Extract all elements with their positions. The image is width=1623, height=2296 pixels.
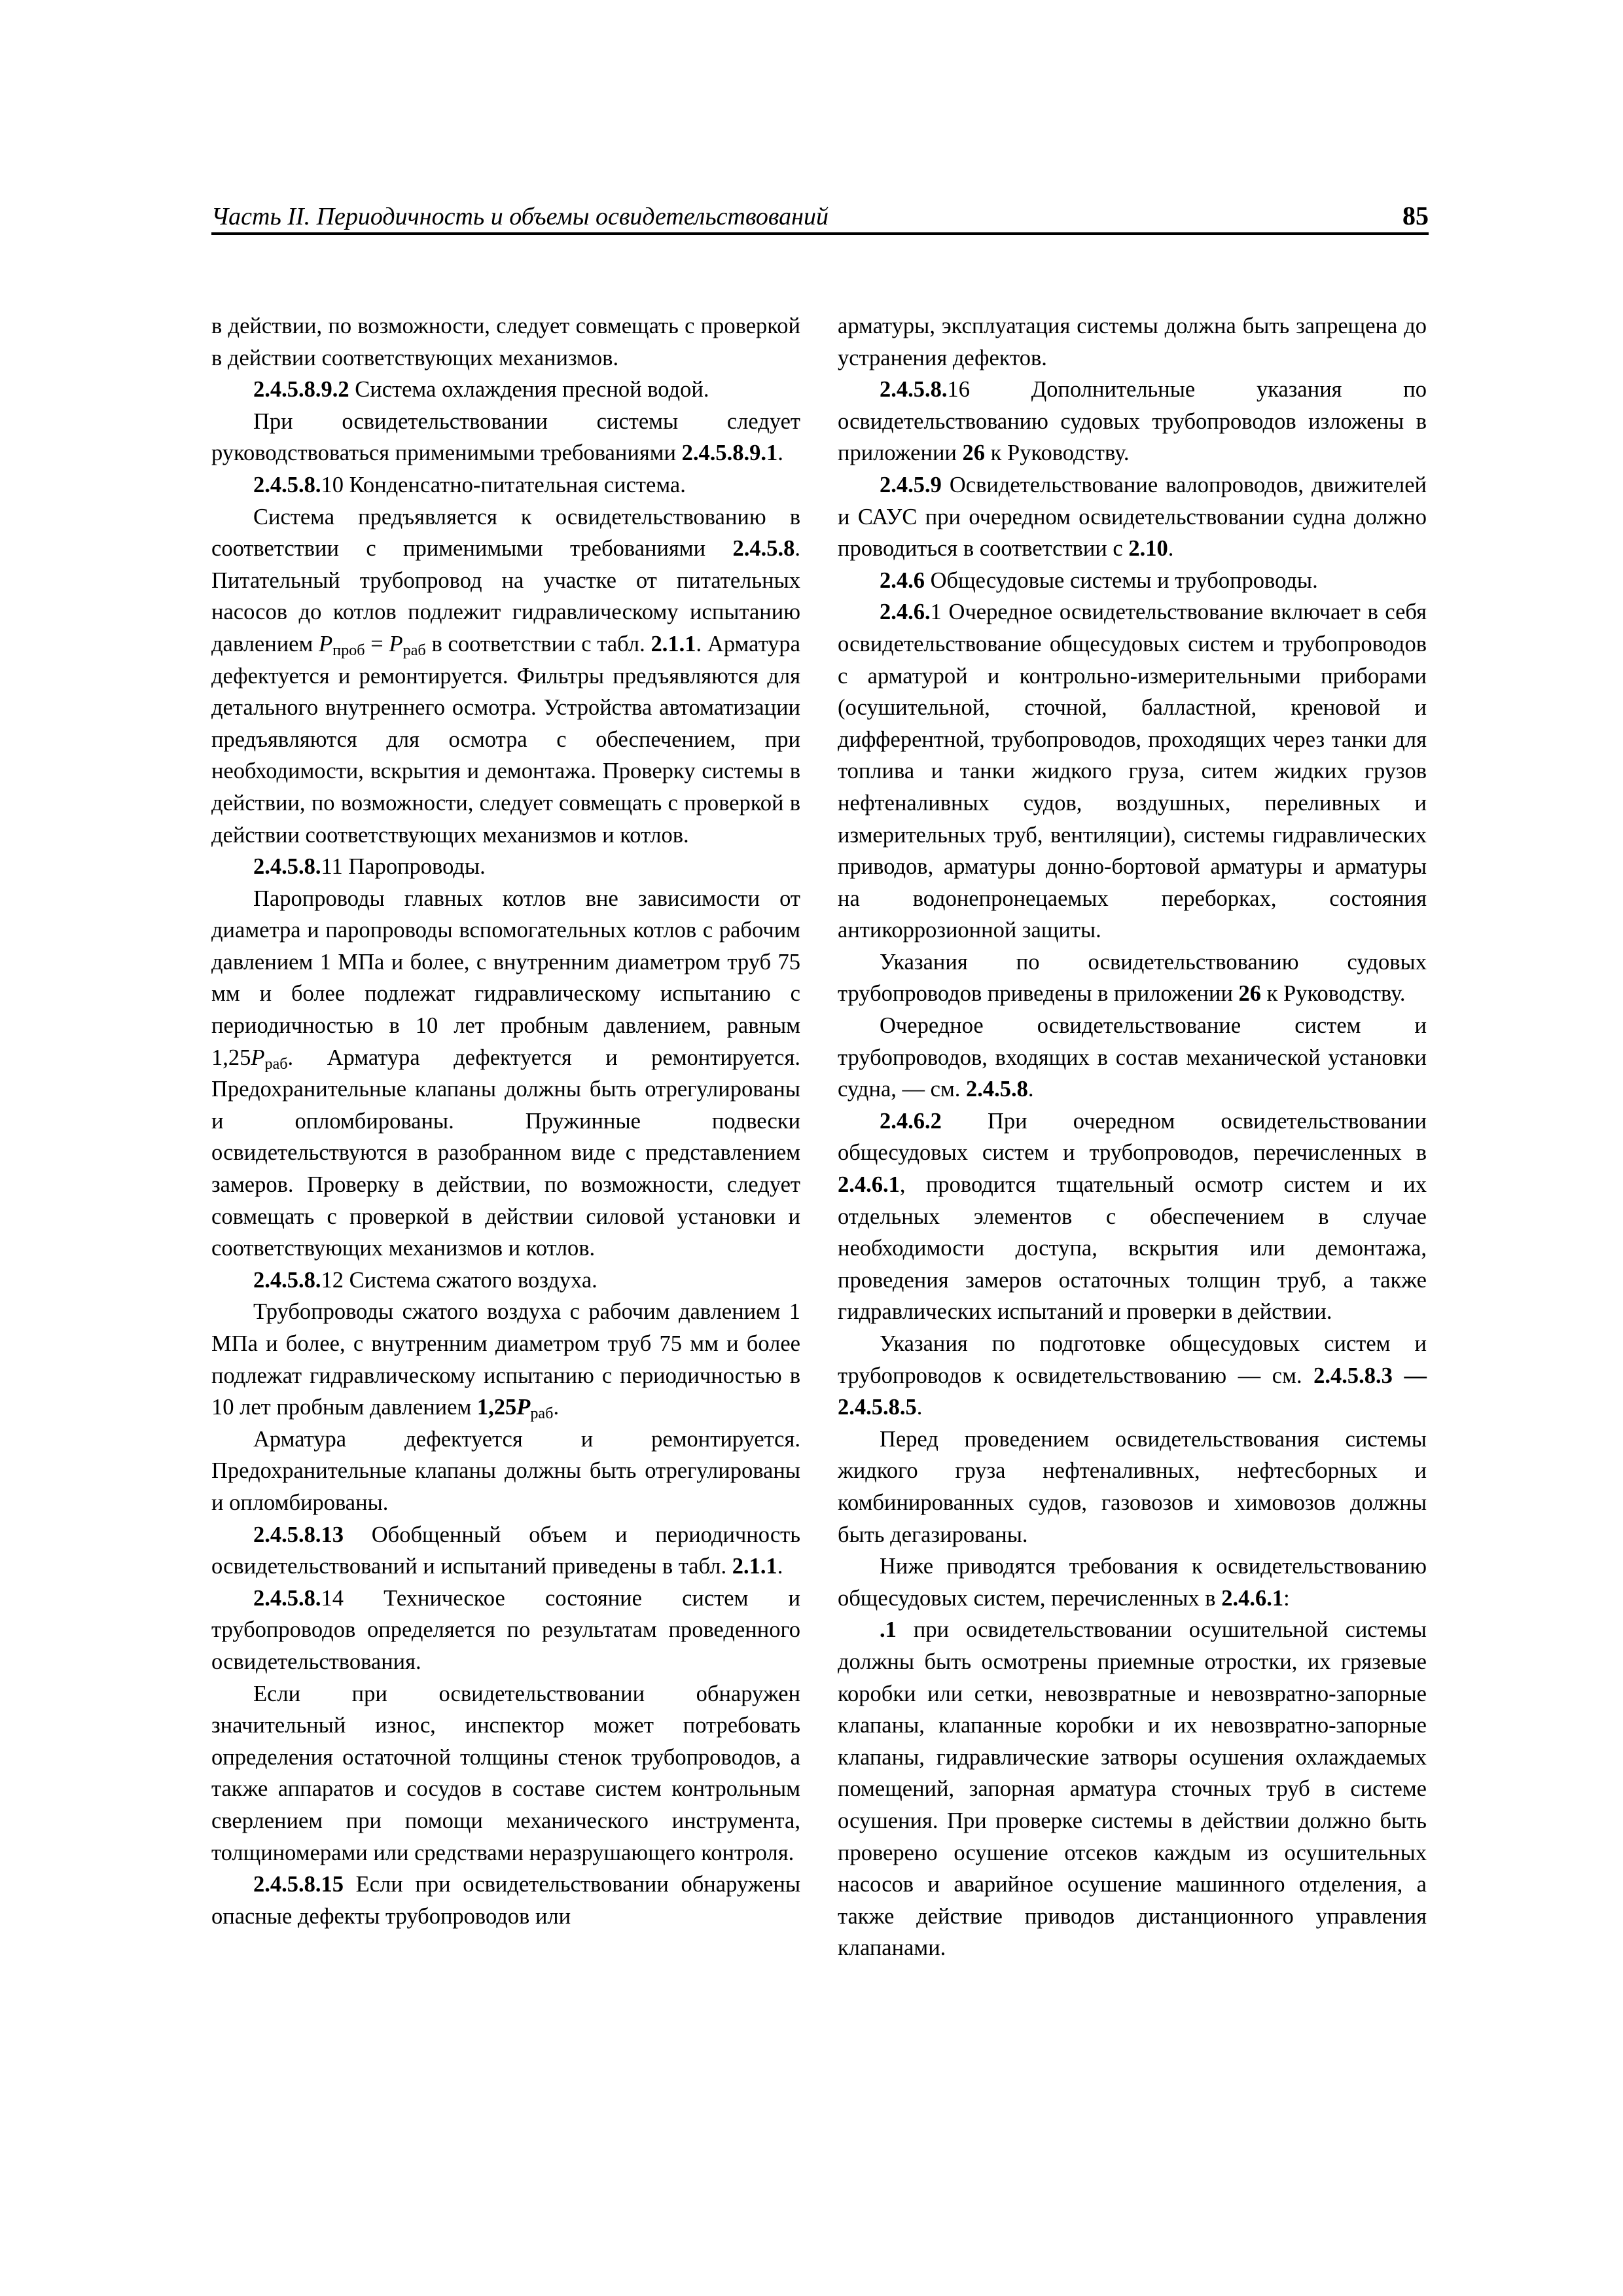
paragraph: 2.4.6.2 При очередном освидетельствовании общесудовых систем и трубопроводов, перечисленных в 2.4.6.1, проводится тщательный осмотр систем и их отдельных элементов с обеспечением в случае необходимости доступа, вскрытия или демонтажа, проведения замеров остаточных толщин труб, а также гидравлических испытаний и проверки в действии. bbox=[838, 1108, 1427, 1325]
left-column bbox=[211, 310, 800, 1932]
paragraph: 2.4.6.1 Очередное освидетельствование включает в себя освидетельствование общесудовых систем и трубопроводов с арматурой и контрольно-измерительными приборами (осушительной, сточной, балластной, креновой и дифферентной, трубопроводов, проходящих через танки для топлива и танки жидкого груза, ситем жидких грузов нефтеналивных судов, воздушных, переливных и измерительных труб, вентиляции), системы гидравлических приводов, арматуры донно-бортовой арматуры и арматуры на водонепронецаемых переборках, состояния антикоррозионной защиты. bbox=[838, 600, 1427, 943]
paragraph: Очередное освидетельствование систем и трубопроводов, входящих в состав механической установки судна, — см. 2.4.5.8. bbox=[838, 1013, 1427, 1102]
section-number: 2.4.6. bbox=[880, 600, 931, 625]
paragraph: .1 при освидетельствовании осушительной системы должны быть осмотрены приемные отростки, их грязевые коробки или сетки, невозвратные и невозвратно-запорные клапаны, клапанные коробки и их невозвратно-запорные клапаны, гидравлические затворы осушения охлаждаемых помещений, запорная арматура сточных труб в системе осушения. При проверке системы в действии должно быть проверено осушение отсеков каждым из осушительных насосов и аварийное осушение машинного отделения, а также действие приводов дистанционного управления клапанами. bbox=[838, 1617, 1427, 1961]
paragraph: Арматура дефектуется и ремонтируется. Предохранительные клапаны должны быть отрегулированы и опломбированы. bbox=[211, 1426, 800, 1515]
paragraph: 2.4.5.8.15 Если при освидетельствовании обнаружены опасные дефекты трубопроводов или bbox=[211, 1872, 800, 1929]
paragraph: в действии, по возможности, следует совмещать с проверкой в действии соответствующих механизмов. bbox=[211, 314, 800, 370]
section-number: 2.4.5.8. bbox=[253, 1267, 321, 1293]
section-number: 2.4.5.8. bbox=[253, 854, 321, 880]
paragraph: 2.4.5.8.9.2 Система охлаждения пресной водой. bbox=[253, 377, 709, 403]
paragraph: 2.4.5.8.12 Система сжатого воздуха. bbox=[253, 1267, 597, 1293]
paragraph: 2.4.5.8.10 Конденсатно-питательная система. bbox=[253, 472, 686, 497]
list-marker: .1 bbox=[880, 1617, 897, 1643]
paragraph: Перед проведением освидетельствования системы жидкого груза нефтеналивных, нефтесборных и комбинированных судов, газовозов и химовозов должны быть дегазированы. bbox=[838, 1426, 1427, 1547]
paragraph: Паропроводы главных котлов вне зависимости от диаметра и паропроводы вспомогательных котлов с рабочим давлением 1 МПа и более, с внутренним диаметром труб 75 мм и более подлежат гидравлическому испытанию с периодичностью в 10 лет пробным давлением, равным $1,25P_{раб}$. Арматура дефектуется и ремонтируется. Предохранительные клапаны должны быть отрегулированы и опломбированы. Пружинные подвески освидетельствуются в разобранном виде с представлением замеров. Проверку в действии, по возможности, следует совмещать с проверкой в действии силовой установки и соответствующих механизмов и котлов. bbox=[211, 886, 800, 1261]
paragraph: 2.4.5.8.11 Паропроводы. bbox=[253, 854, 486, 880]
paragraph: 2.4.5.8.13 Обобщенный объем и периодичность освидетельствований и испытаний приведены в табл. 2.1.1. bbox=[211, 1522, 800, 1579]
section-number: 2.4.5.8.13 bbox=[253, 1522, 344, 1547]
paragraph: Ниже приводятся требования к освидетельствованию общесудовых систем, перечисленных в 2.4.6.1: bbox=[838, 1554, 1427, 1611]
running-header-title: Часть II. Периодичность и объемы освидетельствований bbox=[211, 203, 829, 230]
header-rule bbox=[211, 232, 1429, 235]
page-number: 85 bbox=[1402, 201, 1429, 230]
section-number: 2.4.5.8.9.2 bbox=[253, 377, 349, 403]
section-number: 2.4.5.8.15 bbox=[253, 1872, 344, 1897]
right-column bbox=[838, 310, 1427, 1964]
running-header bbox=[211, 198, 1429, 235]
paragraph: 2.4.5.8.16 Дополнительные указания по освидетельствованию судовых трубопроводов изложены в приложении 26 к Руководству. bbox=[838, 377, 1427, 466]
section-number: 2.4.5.8. bbox=[253, 472, 321, 497]
paragraph: Трубопроводы сжатого воздуха с рабочим давлением 1 МПа и более, с внутренним диаметром труб 75 мм и более подлежат гидравлическому испытанию с периодичностью в 10 лет пробным давлением $1,25P_{раб}$. bbox=[211, 1299, 800, 1423]
paragraph: Система предъявляется к освидетельствованию в соответствии с применимыми требованиями 2.4.5.8. Питательный трубопровод на участке от питательных насосов до котлов подлежит гидравлическому испытанию давлением $P_{проб} = P_{раб}$ в соответствии с табл. 2.1.1. Арматура дефектуется и ремонтируется. Фильтры предъявляются для детального внутреннего осмотра. Устройства автоматизации предъявляются для осмотра с обеспечением, при необходимости, вскрытия и демонтажа. Проверку системы в действии, по возможности, следует совмещать с проверкой в действии соответствующих механизмов и котлов. bbox=[211, 504, 800, 848]
paragraph: 2.4.5.8.14 Техническое состояние систем и трубопроводов определяется по результатам проведенного освидетельствования. bbox=[211, 1585, 800, 1674]
section-number: 2.4.5.9 bbox=[880, 472, 942, 497]
paragraph: Если при освидетельствовании обнаружен значительный износ, инспектор может потребовать определения остаточной толщины стенок трубопроводов, а также аппаратов и сосудов в составе систем контрольным сверлением при помощи механического инструмента, толщиномерами или средствами неразрушающего контроля. bbox=[211, 1681, 800, 1865]
paragraph: Указания по подготовке общесудовых систем и трубопроводов к освидетельствованию — см. 2.4.5.8.3 — 2.4.5.8.5. bbox=[838, 1331, 1427, 1420]
paragraph: Указания по освидетельствованию судовых трубопроводов приведены в приложении 26 к Руководству. bbox=[838, 949, 1427, 1007]
section-number: 2.4.6.2 bbox=[880, 1108, 942, 1134]
section-number: 2.4.5.8. bbox=[253, 1585, 321, 1611]
section-number: 2.4.5.8. bbox=[880, 377, 948, 403]
paragraph: 2.4.6 Общесудовые системы и трубопроводы. bbox=[880, 567, 1318, 593]
paragraph: арматуры, эксплуатация системы должна быть запрещена до устранения дефектов. bbox=[838, 314, 1427, 370]
paragraph: 2.4.5.9 Освидетельствование валопроводов, движителей и САУС при очередном освидетельствовании судна должно проводиться в соответствии с 2.10. bbox=[838, 472, 1427, 562]
section-number: 2.4.6 bbox=[880, 567, 925, 593]
paragraph: При освидетельствовании системы следует руководствоваться применимыми требованиями 2.4.5.8.9.1. bbox=[211, 408, 800, 466]
